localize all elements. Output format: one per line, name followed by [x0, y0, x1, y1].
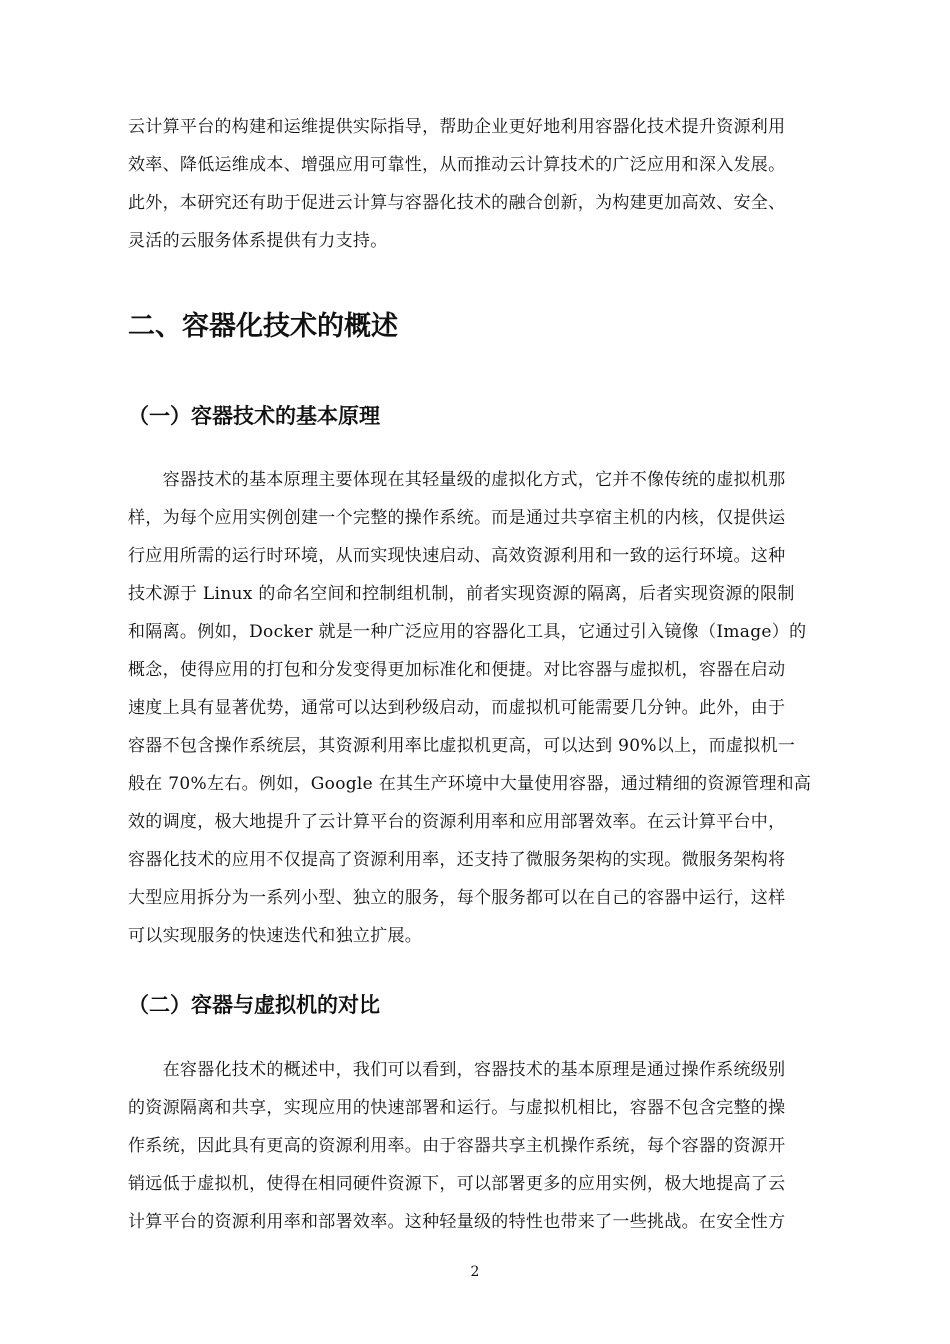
- paragraph-line: 速度上具有显著优势，通常可以达到秒级启动，而虚拟机可能需要几分钟。此外，由于: [128, 698, 786, 718]
- paragraph-line: 在容器化技术的概述中，我们可以看到，容器技术的基本原理是通过操作系统级别: [128, 1060, 786, 1080]
- paragraph-line: 云计算平台的构建和运维提供实际指导，帮助企业更好地利用容器化技术提升资源利用: [128, 117, 786, 137]
- paragraph-line: 概念，使得应用的打包和分发变得更加标准化和便捷。对比容器与虚拟机，容器在启动: [128, 660, 786, 680]
- paragraph-line: 可以实现服务的快速迭代和独立扩展。: [128, 926, 423, 946]
- paragraph-line: 容器化技术的应用不仅提高了资源利用率，还支持了微服务架构的实现。微服务架构将: [128, 850, 786, 870]
- paragraph-line: 技术源于 Linux 的命名空间和控制组机制，前者实现资源的隔离，后者实现资源的限制: [128, 584, 795, 604]
- paragraph-line: 效的调度，极大地提升了云计算平台的资源利用率和应用部署效率。在云计算平台中，: [128, 812, 786, 832]
- paragraph-line: 作系统，因此具有更高的资源利用率。由于容器共享主机操作系统，每个容器的资源开: [128, 1136, 786, 1156]
- paragraph-line: 此外，本研究还有助于促进云计算与容器化技术的融合创新，为构建更加高效、安全、: [128, 193, 786, 213]
- subsection-2-paragraph: [128, 1051, 830, 1241]
- paragraph-line: 般在 70%左右。例如，Google 在其生产环境中大量使用容器，通过精细的资源管理和高: [128, 774, 812, 794]
- paragraph-line: 大型应用拆分为一系列小型、独立的服务，每个服务都可以在自己的容器中运行，这样: [128, 888, 786, 908]
- paragraph-line: 灵活的云服务体系提供有力支持。: [128, 231, 388, 251]
- paragraph-line: 的资源隔离和共享，实现应用的快速部署和运行。与虚拟机相比，容器不包含完整的操: [128, 1098, 786, 1118]
- paragraph-line: 计算平台的资源利用率和部署效率。这种轻量级的特性也带来了一些挑战。在安全性方: [128, 1212, 786, 1232]
- intro-paragraph: [128, 108, 830, 260]
- paragraph-line: 容器技术的基本原理主要体现在其轻量级的虚拟化方式，它并不像传统的虚拟机那: [128, 470, 786, 490]
- section-heading: 二、容器化技术的概述: [128, 311, 398, 342]
- subsection-heading-1: （一）容器技术的基本原理: [128, 404, 380, 428]
- subsection-heading-2: （二）容器与虚拟机的对比: [128, 993, 380, 1017]
- page-number: 2: [470, 1264, 480, 1280]
- paragraph-line: 样，为每个应用实例创建一个完整的操作系统。而是通过共享宿主机的内核，仅提供运: [128, 508, 786, 528]
- paragraph-line: 和隔离。例如，Docker 就是一种广泛应用的容器化工具，它通过引入镜像（Image）的: [128, 622, 807, 642]
- subsection-1-paragraph: [128, 461, 830, 955]
- paragraph-line: 销远低于虚拟机，使得在相同硬件资源下，可以部署更多的应用实例，极大地提高了云: [128, 1174, 786, 1194]
- paragraph-line: 行应用所需的运行时环境，从而实现快速启动、高效资源利用和一致的运行环境。这种: [128, 546, 786, 566]
- paragraph-line: 容器不包含操作系统层，其资源利用率比虚拟机更高，可以达到 90%以上，而虚拟机一: [128, 736, 796, 756]
- paragraph-line: 效率、降低运维成本、增强应用可靠性，从而推动云计算技术的广泛应用和深入发展。: [128, 155, 786, 175]
